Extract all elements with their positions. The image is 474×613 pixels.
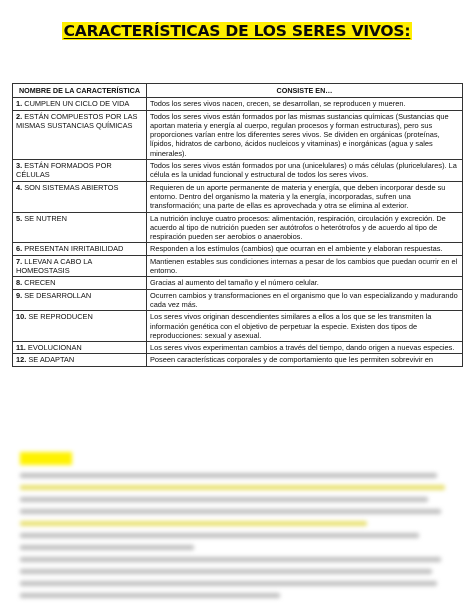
table-row <box>13 277 463 289</box>
blurred-preview-section <box>20 448 454 608</box>
characteristic-description: Todos los seres vivos nacen, crecen, se desarrollan, se reproducen y mueren. <box>147 98 463 110</box>
table-row <box>13 342 463 354</box>
table-row <box>13 181 463 212</box>
characteristic-label: SE REPRODUCEN <box>26 312 93 322</box>
table-row <box>13 212 463 243</box>
characteristic-name <box>13 110 147 159</box>
characteristic-name <box>13 255 147 277</box>
characteristic-description: Mantienen estables sus condiciones internas a pesar de los cambios que puedan ocurrir en el entorno. <box>147 255 463 277</box>
characteristic-label: SE NUTREN <box>22 213 67 223</box>
table-row <box>13 110 463 159</box>
characteristic-name <box>13 277 147 289</box>
table-row <box>13 354 463 366</box>
characteristic-label: EVOLUCIONAN <box>25 343 82 353</box>
characteristic-description: Poseen características corporales y de comportamiento que les permiten sobrevivir en <box>147 354 463 366</box>
characteristic-name <box>13 342 147 354</box>
characteristic-number: 6. <box>16 244 23 254</box>
characteristic-number: 8. <box>16 278 23 288</box>
characteristic-label: ESTÁN COMPUESTOS POR LAS MISMAS SUSTANCIAS QUÍMICAS <box>16 111 138 130</box>
column-header-name: NOMBRE DE LA CARACTERÍSTICA <box>13 84 147 98</box>
characteristic-number: 11. <box>16 343 26 353</box>
characteristic-label: CUMPLEN UN CICLO DE VIDA <box>22 99 130 109</box>
blurred-heading <box>20 452 72 465</box>
characteristic-label: SON SISTEMAS ABIERTOS <box>22 182 119 192</box>
characteristic-name <box>13 311 147 342</box>
table-row <box>13 98 463 110</box>
characteristic-number: 10. <box>16 312 27 322</box>
characteristic-number: 5. <box>16 213 23 223</box>
characteristic-number: 4. <box>16 182 23 192</box>
characteristic-name <box>13 181 147 212</box>
characteristic-name <box>13 212 147 243</box>
table-header-row <box>13 84 463 98</box>
characteristic-description: Ocurren cambios y transformaciones en el organismo que lo van especializando y madurando cada vez más. <box>147 289 463 311</box>
characteristic-label: LLEVAN A CABO LA HOMEOSTASIS <box>16 256 92 276</box>
page-title: CARACTERÍSTICAS DE LOS SERES VIVOS: <box>63 22 411 40</box>
characteristic-description: Los seres vivos experimentan cambios a través del tiempo, dando origen a nuevas especies. <box>147 342 463 354</box>
characteristic-name <box>13 289 147 311</box>
table-row <box>13 255 463 277</box>
characteristic-number: 12. <box>16 355 27 365</box>
characteristic-name <box>13 354 147 366</box>
characteristic-description: Requieren de un aporte permanente de materia y energía, que deben incorporar desde su entorno. Dentro del organismo la materia y la energía, incorporadas, sufren una transformación; una parte de ellas es aprovechada y otra se elimina al exterior. <box>147 181 463 212</box>
column-header-description: CONSISTE EN… <box>147 84 463 98</box>
characteristic-description: Gracias al aumento del tamaño y el número celular. <box>147 277 463 289</box>
characteristics-table <box>12 83 463 367</box>
characteristic-number: 2. <box>16 111 23 121</box>
characteristic-description: Todos los seres vivos están formados por las mismas sustancias químicas (Sustancias que aportan materia y energía al cuerpo, regulan procesos y forman estructuras), pero sus proporciones varían entre los diferentes seres vivos. Se dividen en orgánicas (proteínas, lípidos, hidratos de carbono, ácidos nucleicos y vitaminas) e inorgánicas (agua y sales minerales). <box>147 110 463 159</box>
table-row <box>13 289 463 311</box>
characteristic-label: ESTÁN FORMADOS POR CÉLULAS <box>16 161 112 180</box>
characteristic-description: La nutrición incluye cuatro procesos: alimentación, respiración, circulación y excreción. De acuerdo al tipo de nutrición pueden ser autótrofos o heterótrofos y de acuerdo al tipo de respiración pueden ser aerobios o anaerobios. <box>147 212 463 243</box>
characteristic-label: SE ADAPTAN <box>26 355 75 365</box>
characteristic-label: PRESENTAN IRRITABILIDAD <box>22 244 124 254</box>
characteristic-number: 1. <box>16 99 23 109</box>
characteristic-number: 7. <box>16 256 23 266</box>
characteristic-description: Responden a los estímulos (cambios) que ocurran en el ambiente y elaboran respuestas. <box>147 243 463 255</box>
characteristic-name <box>13 160 147 182</box>
table-row <box>13 243 463 255</box>
characteristic-name <box>13 98 147 110</box>
table-row <box>13 160 463 182</box>
characteristic-label: CRECEN <box>22 278 56 288</box>
characteristic-name <box>13 243 147 255</box>
table-row <box>13 311 463 342</box>
characteristic-description: Todos los seres vivos están formados por una (unicelulares) o más células (pluricelulares). La célula es la unidad funcional y estructural de todos los seres vivos. <box>147 160 463 182</box>
characteristic-number: 9. <box>16 290 23 300</box>
characteristic-description: Los seres vivos originan descendientes similares a ellos a los que se les transmiten la información genética con el objetivo de perpetuar la especie. Existen dos tipos de reproducciones: sexual y asexual. <box>147 311 463 342</box>
characteristic-label: SE DESARROLLAN <box>22 290 92 300</box>
characteristic-number: 3. <box>16 161 23 171</box>
